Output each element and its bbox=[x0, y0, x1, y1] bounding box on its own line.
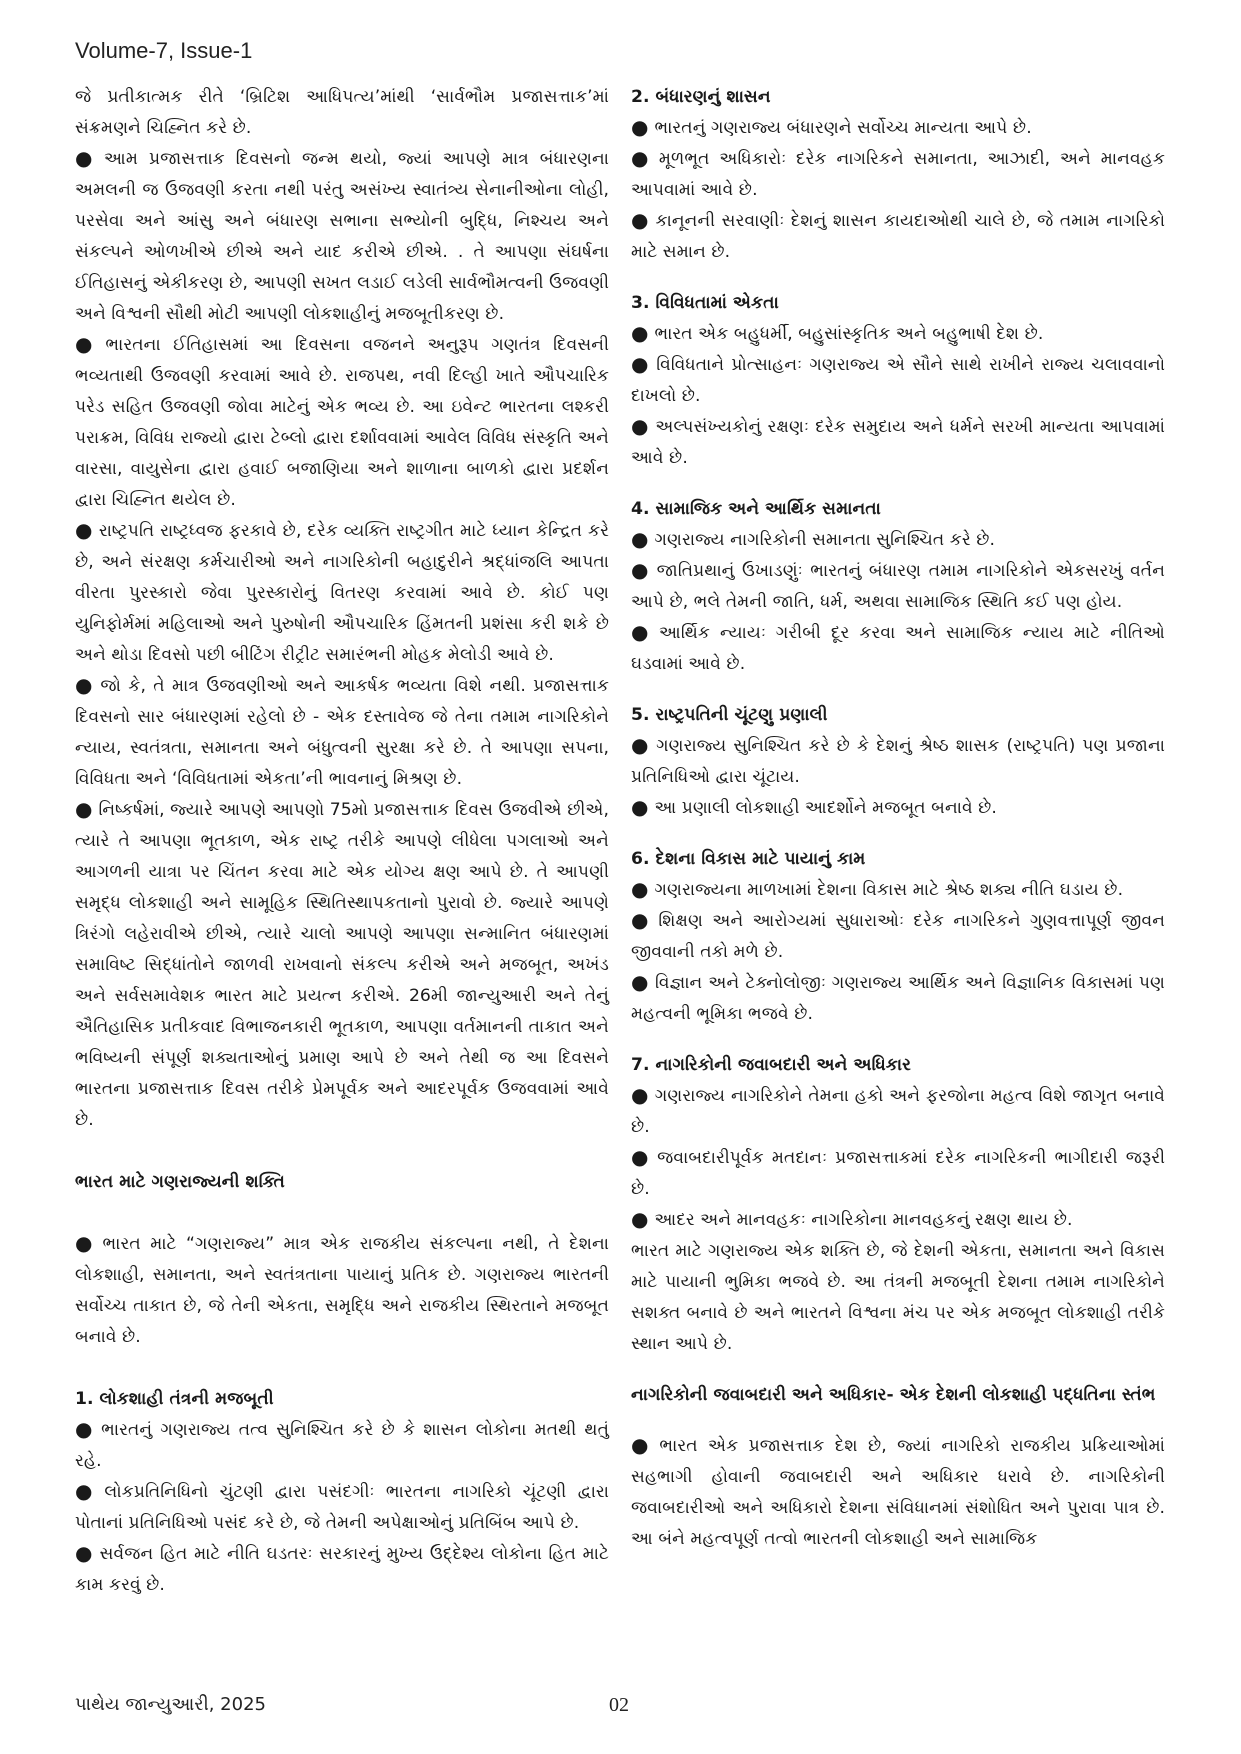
bullet-paragraph: ● લોકપ્રતિનિધિનો ચુંટણી દ્વારા પસંદગીઃ ભારતના નાગરિકો ચૂંટણી દ્વારા પોતાનાં પ્રતિનિધિઓ પસંદ કરે છે, જે તેમની અપેક્ષાઓનું પ્રતિબિંબ આપે છે. bbox=[75, 1479, 609, 1533]
bullet-paragraph: ● નિષ્કર્ષમાં, જ્યારે આપણે આપણો 75મો પ્રજાસત્તાક દિવસ ઉજવીએ છીએ, ત્યારે તે આપણા ભૂતકાળ, એક રાષ્ટ્ર તરીકે આપણે લીધેલા પગલાઓ અને આગળની યાત્રા પર ચિંતન કરવા માટે એક યોગ્ય ક્ષણ આપે છે. તે આપણી સમૃદ્ધ લોકશાહી અને સામૂહિક સ્થિતિસ્થાપકતાનો પુરાવો છે. જ્યારે આપણે ત્રિરંગો લહેરાવીએ છીએ, ત્યારે ચાલો આપણે આપણા સન્માનિત બંધારણમાં સમાવિષ્ટ સિદ્ધાંતોને જાળવી રાખવાનો સંકલ્પ કરીએ અને મજબૂત, અખંડ અને સર્વસમાવેશક ભારત માટે પ્રયત્ન કરીએ. 26મી જાન્યુઆરી અને તેનું ઐતિહાસિક પ્રતીકવાદ વિભાજનકારી ભૂતકાળ, આપણા વર્તમાનની તાકાત અને ભવિષ્યની સંપૂર્ણ શક્યતાઓનું પ્રમાણ આપે છે અને તેથી જ આ દિવસને ભારતના પ્રજાસત્તાક દિવસ તરીકે પ્રેમપૂર્વક અને આદરપૂર્વક ઉજવવામાં આવે છે. bbox=[75, 797, 609, 1130]
bullet-paragraph: ● જો કે, તે માત્ર ઉજવણીઓ અને આકર્ષક ભવ્યતા વિશે નથી. પ્રજાસત્તાક દિવસનો સાર બંધારણમાં રહેલો છે - એક દસ્તાવેજ જે તેના તમામ નાગરિકોને ન્યાય, સ્વતંત્રતા, સમાનતા અને બંધુત્વની સુરક્ષા કરે છે. તે આપણા સપના, વિવિધતા અને ‘વિવિધતામાં એકતા’ની ભાવનાનું મિશ્રણ છે. bbox=[75, 673, 610, 789]
subsection-title: 6. દેશના વિકાસ માટે પાયાનું કામ bbox=[631, 849, 866, 869]
bullet-paragraph: ● આર્થિક ન્યાયઃ ગરીબી દૂર કરવા અને સામાજિક ન્યાય માટે નીતિઓ ઘડવામાં આવે છે. bbox=[631, 620, 1165, 674]
bullet-icon: ● bbox=[75, 332, 100, 356]
bullet-icon: ● bbox=[75, 673, 95, 697]
subsection-title: 5. રાષ્ટ્રપતિની ચૂંટણુ પ્રણાલી bbox=[631, 705, 828, 725]
bullet-icon: ● bbox=[631, 527, 649, 551]
bullet-icon: ● bbox=[75, 797, 93, 821]
bullet-icon: ● bbox=[631, 115, 649, 139]
bullet-paragraph: ● સર્વજન હિત માટે નીતિ ઘડતરઃ સરકારનું મુખ્ય ઉદ્દેશ્ય લોકોના હિત માટે કામ કરવું છે. bbox=[75, 1541, 609, 1595]
bullet-icon: ● bbox=[631, 877, 649, 901]
bullet-paragraph: ● ભારતના ઈતિહાસમાં આ દિવસના વજનને અનુરૂપ ગણતંત્ર દિવસની ભવ્યતાથી ઉજવણી કરવામાં આવે છે. રાજપથ, નવી દિલ્હી ખાતે ઔપચારિક પરેડ સહિત ઉજવણી જોવા માટેનું એક ભવ્ય છે. આ ઇવેન્ટ ભારતના લશ્કરી પરાક્રમ, વિવિધ રાજ્યો દ્વારા ટેબ્લો દ્વારા દર્શાવવામાં આવેલ વિવિધ સંસ્કૃતિ અને વારસા, વાયુસેના દ્વારા હવાઈ બજાણિયા અને શાળાના બાળકો દ્વારા પ્રદર્શન દ્વારા ચિહ્નિત થયેલ છે. bbox=[75, 332, 609, 510]
bullet-paragraph: ● વિવિધતાને પ્રોત્સાહનઃ ગણરાજ્ય એ સૌને સાથે રાખીને રાજ્ય ચલાવવાનો દાખલો છે. bbox=[631, 352, 1165, 406]
bullet-icon: ● bbox=[75, 1541, 94, 1565]
bullet-icon: ● bbox=[631, 795, 649, 819]
subsection-title: 7. નાગરિકોની જવાબદારી અને અધિકાર bbox=[631, 1055, 912, 1075]
subsection-title: 1. લોકશાહી તંત્રની મજબૂતી bbox=[75, 1389, 274, 1409]
bullet-icon: ● bbox=[631, 414, 650, 438]
volume-issue: Volume-7, Issue-1 bbox=[75, 38, 253, 63]
closing-paragraph: ભારત માટે ગણરાજ્ય એક શક્તિ છે, જે દેશની એકતા, સમાનતા અને વિકાસ માટે પાયાની ભુમિકા ભજવે છે. આ તંત્રની મજબૂતી દેશના તમામ નાગરિકોને સશક્ત બનાવે છે અને ભારતને વિશ્વના મંચ પર એક મજબૂત લોકશાહી તરીકે સ્થાન આપે છે. bbox=[631, 1241, 1165, 1354]
bullet-paragraph: ● શિક્ષણ અને આરોગ્યમાં સુધારાઓઃ દરેક નાગરિકને ગુણવત્તાપૂર્ણ જીવન જીવવાની તકો મળે છે. bbox=[631, 908, 1165, 962]
bullet-paragraph: ● ગણરાજ્ય સુનિશ્ચિત કરે છે કે દેશનું શ્રેષ્ઠ શાસક (રાષ્ટ્રપતિ) પણ પ્રજાના પ્રતિનિધિઓ દ્વારા ચૂંટાય. bbox=[631, 733, 1166, 787]
bullet-paragraph: ● અલ્પસંખ્યકોનું રક્ષણઃ દરેક સમુદાય અને ધર્મને સરખી માન્યતા આપવામાં આવે છે. bbox=[631, 414, 1165, 468]
bullet-paragraph: ● મૂળભૂત અધિકારોઃ દરેક નાગરિકને સમાનતા, આઝાદી, અને માનવહક આપવામાં આવે છે. bbox=[631, 146, 1166, 200]
bullet-paragraph: ● જવાબદારીપૂર્વક મતદાનઃ પ્રજાસત્તાકમાં દરેક નાગરિકની ભાગીદારી જરૂરી છે. bbox=[631, 1145, 1165, 1199]
bullet-icon: ● bbox=[631, 352, 651, 376]
bullet-paragraph: ● ગણરાજ્ય નાગરિકોની સમાનતા સુનિશ્ચિત કરે છે. bbox=[631, 527, 995, 551]
bullet-icon: ● bbox=[631, 321, 649, 345]
bullet-paragraph: ● ભારતનું ગણરાજ્ય બંધારણને સર્વોચ્ચ માન્યતા આપે છે. bbox=[631, 115, 1032, 139]
footer-publication: પાથેય જાન્યુઆરી, 2025 bbox=[75, 1694, 266, 1715]
bullet-paragraph: ● ભારતનું ગણરાજ્ય તત્વ સુનિશ્ચિત કરે છે કે શાસન લોકોના મતથી થતું રહે. bbox=[75, 1417, 609, 1471]
subsection-title: 3. વિવિધતામાં એકતા bbox=[631, 293, 779, 313]
intro-paragraph: જે પ્રતીકાત્મક રીતે ‘બ્રિટિશ આધિપત્ય’માંથી ‘સાર્વભૌમ પ્રજાસત્તાક’માં સંક્રમણને ચિહ્નિત કરે છે. bbox=[75, 87, 609, 138]
bullet-paragraph: ● વિજ્ઞાન અને ટેક્નોલોજીઃ ગણરાજ્ય આર્થિક અને વિજ્ઞાનિક વિકાસમાં પણ મહત્વની ભૂમિકા ભજવે છે. bbox=[631, 970, 1165, 1024]
bullet-paragraph: ● ગણરાજ્યના માળખામાં દેશના વિકાસ માટે શ્રેષ્ઠ શક્ય નીતિ ઘડાય છે. bbox=[631, 877, 1124, 901]
page-number: 02 bbox=[609, 1694, 629, 1716]
bullet-paragraph: ● રાષ્ટ્રપતિ રાષ્ટ્રધ્વજ ફરકાવે છે, દરેક વ્યક્તિ રાષ્ટ્રગીત માટે ધ્યાન કેન્દ્રિત કરે છે, અને સંરક્ષણ કર્મચારીઓ અને નાગરિકોની બહાદુરીને શ્રદ્ધાંજલિ આપતા વીરતા પુરસ્કારો જેવા પુરસ્કારોનું વિતરણ કરવામાં આવે છે. કોઈ પણ યુનિફોર્મમાં મહિલાઓ અને પુરુષોની ઔપચારિક હિંમતની પ્રશંસા કરી શકે છે અને થોડા દિવસો પછી બીટિંગ રીટ્રીટ સમારંભની મોહક મેલોડી આવે છે. bbox=[75, 518, 610, 665]
bullet-icon: ● bbox=[631, 1207, 649, 1231]
subsection-title: 2. બંધારણનું શાસન bbox=[631, 87, 771, 107]
subsection-title: 4. સામાજિક અને આર્થિક સમાનતા bbox=[631, 499, 881, 519]
bullet-icon: ● bbox=[631, 146, 653, 170]
bullet-icon: ● bbox=[75, 1479, 99, 1503]
bullet-icon: ● bbox=[631, 1433, 654, 1457]
bullet-paragraph: ● ભારત માટે “ગણરાજ્ય” માત્ર એક રાજકીય સંકલ્પના નથી, તે દેશના લોકશાહી, સમાનતા, અને સ્વતંત્રતાના પાયાનું પ્રતિક છે. ગણરાજ્ય ભારતની સર્વોચ્ચ તાકાત છે, જે તેની એકતા, સમૃદ્ધિ અને રાજકીય સ્થિરતાને મજબૂત બનાવે છે. bbox=[75, 1231, 609, 1347]
bullet-icon: ● bbox=[631, 558, 651, 582]
bullet-icon: ● bbox=[75, 1417, 96, 1441]
bullet-icon: ● bbox=[631, 1145, 652, 1169]
bullet-paragraph: ● આ પ્રણાલી લોકશાહી આદર્શોને મજબૂત બનાવે છે. bbox=[631, 795, 997, 819]
bullet-paragraph: ● ગણરાજ્ય નાગરિકોને તેમના હકો અને ફરજોના મહત્વ વિશે જાગૃત બનાવે છે. bbox=[631, 1083, 1165, 1137]
bullet-paragraph: ● આદર અને માનવહકઃ નાગરિકોના માનવહકનું રક્ષણ થાય છે. bbox=[631, 1207, 1073, 1231]
bullet-paragraph: ● ભારત એક પ્રજાસત્તાક દેશ છે, જ્યાં નાગરિકો રાજકીય પ્રક્રિયાઓમાં સહભાગી હોવાની જવાબદારી અને અધિકાર ધરાવે છે. નાગરિકોની જવાબદારીઓ અને અધિકારો દેશના સંવિધાનમાં સંશોધિત અને પુરાવા પાત્ર છે. આ બંને મહત્વપૂર્ણ તત્વો ભારતની લોકશાહી અને સામાજિક bbox=[631, 1433, 1165, 1549]
section-heading: ભારત માટે ગણરાજ્યની શક્તિ bbox=[75, 1172, 285, 1192]
left-column bbox=[75, 82, 609, 1601]
section-heading: નાગરિકોની જવાબદારી અને અધિકાર- એક દેશની લોકશાહી પદ્ધતિના સ્તંભ bbox=[631, 1385, 1156, 1405]
bullet-icon: ● bbox=[631, 620, 653, 644]
right-column bbox=[631, 82, 1165, 1555]
bullet-icon: ● bbox=[631, 733, 651, 757]
bullet-icon: ● bbox=[631, 208, 650, 232]
bullet-icon: ● bbox=[75, 1231, 97, 1255]
bullet-icon: ● bbox=[631, 970, 650, 994]
bullet-icon: ● bbox=[75, 518, 93, 542]
bullet-icon: ● bbox=[75, 146, 98, 170]
bullet-icon: ● bbox=[631, 908, 653, 932]
bullet-paragraph: ● કાનૂનની સરવાણીઃ દેશનું શાસન કાયદાઓથી ચાલે છે, જે તમામ નાગરિકો માટે સમાન છે. bbox=[631, 208, 1165, 262]
bullet-icon: ● bbox=[631, 1083, 649, 1107]
bullet-paragraph: ● ભારત એક બહુધર્મી, બહુસાંસ્કૃતિક અને બહુભાષી દેશ છે. bbox=[631, 321, 1044, 345]
bullet-paragraph: ● જાતિપ્રથાનું ઉખાડણુંઃ ભારતનું બંધારણ તમામ નાગરિકોને એકસરખું વર્તન આપે છે, ભલે તેમની જાતિ, ધર્મ, અથવા સામાજિક સ્થિતિ કઈ પણ હોય. bbox=[631, 558, 1165, 612]
bullet-paragraph: ● આમ પ્રજાસત્તાક દિવસનો જન્મ થયો, જ્યાં આપણે માત્ર બંધારણના અમલની જ ઉજવણી કરતા નથી પરંતુ અસંખ્ય સ્વાતંત્ર્ય સેનાનીઓના લોહી, પરસેવા અને આંસુ અને બંધારણ સભાના સભ્યોની બુદ્ધિ, નિશ્ચય અને સંકલ્પને ઓળખીએ છીએ અને યાદ કરીએ છીએ. . તે આપણા સંઘર્ષના ઈતિહાસનું એકીકરણ છે, આપણી સખત લડાઈ લડેલી સાર્વભૌમત્વની ઉજવણી અને વિશ્વની સૌથી મોટી આપણી લોકશાહીનું મજબૂતીકરણ છે. bbox=[75, 146, 610, 324]
